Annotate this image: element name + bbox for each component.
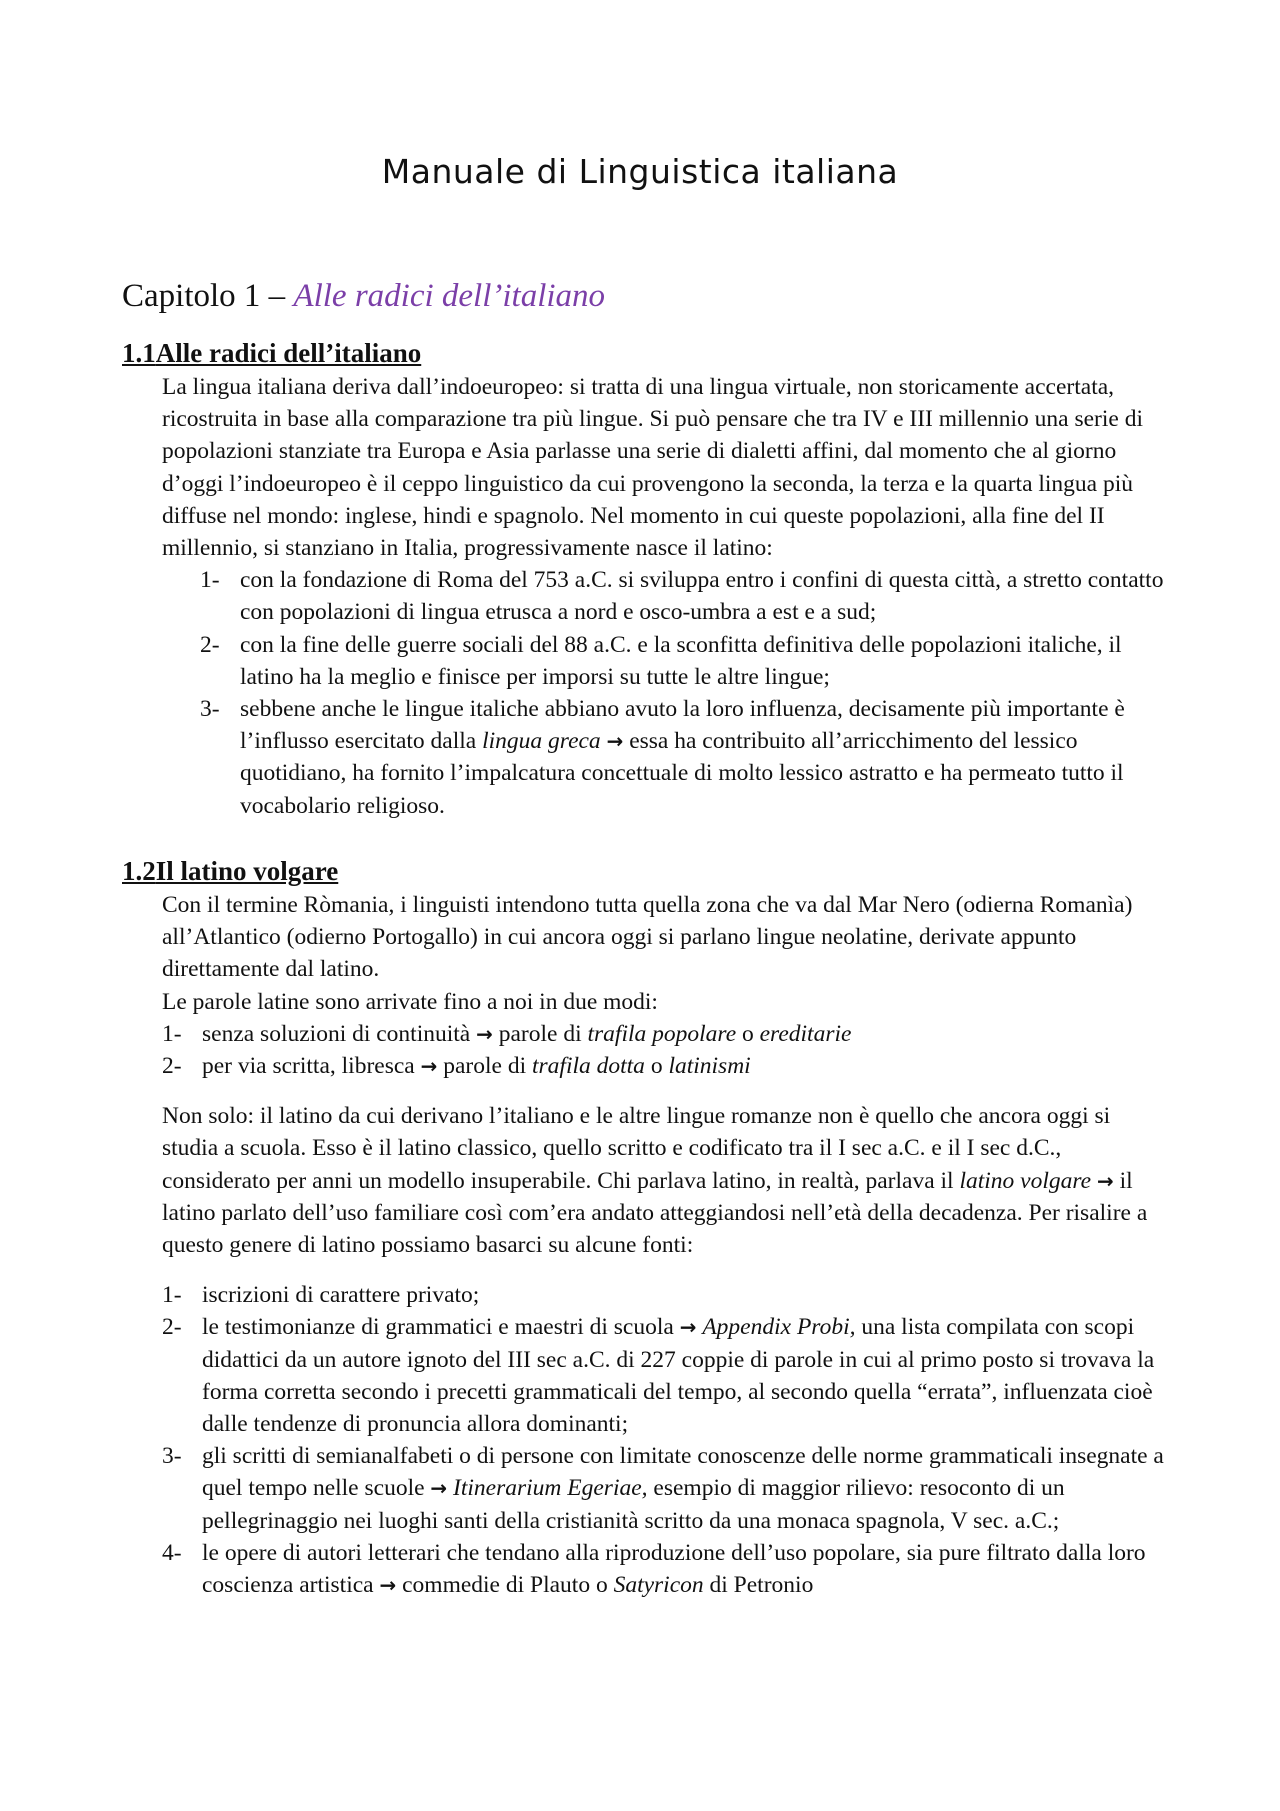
arrow-right-icon: → <box>1096 1168 1114 1193</box>
section-2-number: 1.2 <box>122 856 156 886</box>
section-2-heading <box>122 856 338 887</box>
arrow-right-icon: → <box>679 1315 697 1340</box>
list-item <box>162 1440 1172 1537</box>
section-2-title: Il latino volgare <box>155 856 339 886</box>
list-item-number: 1- <box>162 1282 182 1309</box>
list-item-text: le testimonianze di grammatici e maestri di scuola <box>202 1314 680 1341</box>
arrow-right-icon: → <box>606 729 624 754</box>
list-item-text: senza soluzioni di continuità <box>202 1020 477 1047</box>
list-item-number: 2- <box>162 1314 182 1341</box>
chapter-subtitle: Alle radici dell’italiano <box>293 278 606 314</box>
list-item-emphasis: Satyricon <box>613 1572 704 1599</box>
list-item-text: parole di <box>437 1053 532 1080</box>
section-1-paragraph: La lingua italiana deriva dall’indoeuropeo: si tratta di una lingua virtuale, non storicamente accertata, ricostruita in base alla comparazione tra più lingue. Si può pensare che tra IV e III millennio una serie di popolazioni stanziate tra Europa e Asia parlasse una serie di dialetti affini, dal momento che al giorno d’oggi l’indoeuropeo è il ceppo linguistico da cui provengono la seconda, la terza e la quarta lingua più diffuse nel mondo: inglese, hindi e spagnolo. Nel momento in cui queste popolazioni, alla fine del II millennio, si stanziano in Italia, progressivamente nasce il latino: <box>162 374 1143 562</box>
list-item-emphasis: lingua greca <box>482 728 601 755</box>
list-item-number: 4- <box>162 1539 182 1566</box>
list-item-text: con la fondazione di Roma del 753 a.C. si sviluppa entro i confini di questa città, a stretto contatto con popolazioni di lingua etrusca a nord e osco-umbra a est e a sud; <box>240 567 1164 626</box>
list-item-text: con la fine delle guerre sociali del 88 a.C. e la sconfitta definitiva delle popolazioni italiche, il latino ha la meglio e finisce per imporsi su tutte le altre lingue; <box>240 631 1122 690</box>
list-item-text: una lista compilata con scopi didattici da un autore ignoto del III sec a.C. di 227 coppie di parole in cui al primo posto si trovava la forma corretta secondo i precetti grammaticali del tempo, al secondo quella “errata”, influenzata cioè dalle tendenze di pronuncia allora dominanti; <box>202 1314 1155 1438</box>
list-item-text: gli scritti di semianalfabeti o di persone con limitate conoscenze delle norme grammaticali insegnate a quel tempo nelle scuole <box>202 1443 1164 1502</box>
list-item-number: 1- <box>200 567 220 594</box>
list-item <box>162 1311 1172 1440</box>
list-item-emphasis: ereditarie <box>759 1020 852 1047</box>
section-2-paragraph-1: Con il termine Ròmania, i linguisti intendono tutta quella zona che va dal Mar Nero (odierna Romanìa) all’Atlantico (odierno Portogallo) in cui ancora oggi si parlano lingue neolatine, derivate appunto direttamente dal latino. <box>162 892 1133 983</box>
list-item-emphasis: trafila dotta <box>531 1053 645 1080</box>
list-item-number: 1- <box>162 1020 182 1047</box>
list-item-text: per via scritta, libresca <box>202 1053 421 1080</box>
list-item <box>162 1279 1172 1311</box>
section-1-heading <box>122 338 421 369</box>
list-item-text: di Petronio <box>703 1572 814 1599</box>
modes-list <box>162 1018 1172 1082</box>
list-item-text: o <box>736 1020 760 1047</box>
section-2-paragraph-2: Le parole latine sono arrivate fino a noi in due modi: <box>162 988 658 1015</box>
document-title: Manuale di Linguistica italiana <box>381 152 899 191</box>
list-item-emphasis: trafila popolare <box>587 1020 737 1047</box>
section-1-title: Alle radici dell’italiano <box>155 338 422 368</box>
list-item-text: iscrizioni di carattere privato; <box>202 1282 480 1309</box>
list-item-text: commedie di Plauto o <box>396 1572 614 1599</box>
paragraph-text: Non solo: il latino da cui derivano l’italiano e le altre lingue romanze non è quello che ancora oggi si studia a scuola. Esso è il latino classico, quello scritto e codificato tra il I sec a.C. e il I sec d.C., considerato per anni un modello insuperabile. Chi parlava latino, in realtà, parlava il <box>162 1103 1111 1194</box>
paragraph-text: il latino parlato dell’uso familiare così com’era andato atteggiandosi nell’età della decadenza. Per risalire a questo genere di latino possiamo basarci su alcune fonti: <box>162 1167 1148 1259</box>
chapter-heading <box>122 278 605 315</box>
list-item-emphasis: latinismi <box>668 1053 751 1080</box>
list-item-text: essa ha contribuito all’arricchimento del lessico quotidiano, ha fornito l’impalcatura concettuale di molto lessico astratto e ha permeato tutto il vocabolario religioso. <box>240 728 1124 819</box>
list-item <box>162 1018 1172 1050</box>
paragraph-emphasis: latino volgare <box>959 1167 1092 1194</box>
list-item-emphasis: Appendix Probi, <box>702 1314 856 1341</box>
arrow-right-icon: → <box>420 1054 438 1079</box>
arrow-right-icon: → <box>430 1476 448 1501</box>
section-1-body <box>162 371 1172 822</box>
list-item <box>162 1537 1172 1601</box>
list-item <box>200 693 1172 822</box>
sources-list <box>162 1279 1172 1601</box>
arrow-right-icon: → <box>476 1021 493 1046</box>
section-2-body <box>162 889 1172 1601</box>
chapter-prefix: Capitolo 1 – <box>122 278 294 314</box>
list-item-number: 3- <box>162 1443 182 1470</box>
list-item-text: sebbene anche le lingue italiche abbiano avuto la loro influenza, decisamente più importante è l’influsso esercitato dalla <box>240 696 1125 755</box>
section-2-paragraph-3 <box>162 1100 1172 1261</box>
list-item-text: le opere di autori letterari che tendano alla riproduzione dell’uso popolare, sia pure filtrato dalla loro coscienza artistica <box>202 1539 1146 1599</box>
list-item-number: 2- <box>200 631 220 658</box>
list-item-number: 2- <box>162 1053 182 1080</box>
list-item-text: o <box>644 1053 669 1080</box>
list-item-number: 3- <box>200 696 220 723</box>
section-1-number: 1.1 <box>122 338 156 368</box>
list-item <box>162 1050 1172 1082</box>
list-item-emphasis: Itinerarium Egeriae, <box>453 1475 648 1502</box>
arrow-right-icon: → <box>379 1573 397 1598</box>
list-item-text: esempio di maggior rilievo: resoconto di un pellegrinaggio nei luoghi santi della cristianità scritto da una monaca spagnola, V sec. a.C.; <box>202 1475 1065 1534</box>
section-1-list <box>162 564 1172 822</box>
list-item <box>200 564 1172 628</box>
list-item-text: parole di <box>492 1020 588 1047</box>
list-item <box>200 629 1172 693</box>
